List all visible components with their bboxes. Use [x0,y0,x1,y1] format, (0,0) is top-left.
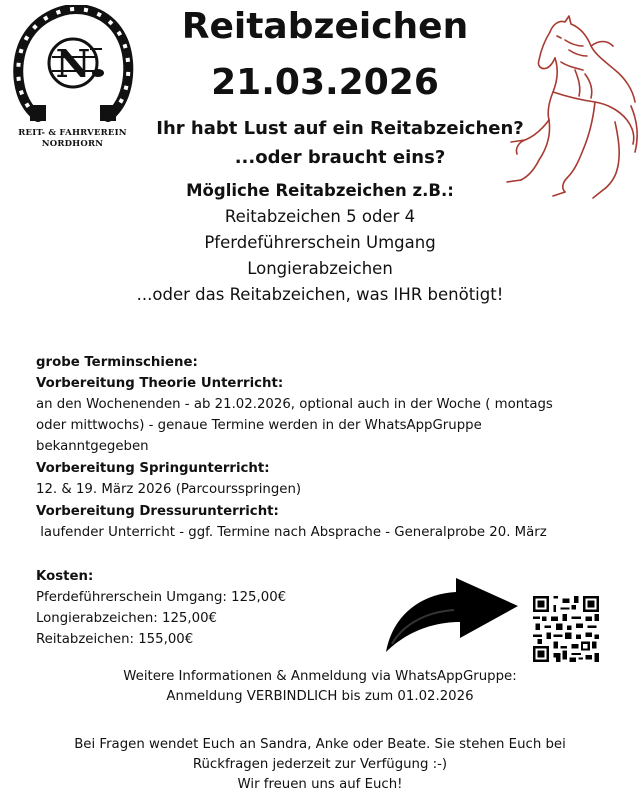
info-line2: Anmeldung VERBINDLICH bis zum 01.02.2026 [166,689,474,704]
jumping-heading: Vorbereitung Springunterricht: [36,461,270,476]
badge-item: Pferdeführerschein Umgang [204,233,436,252]
cost-item: Longierabzeichen: 125,00€ [36,611,218,626]
costs-section [36,568,356,648]
contact-line2: Rückfragen jederzeit zur Verfügung :-) [192,757,448,772]
info-line1: Weitere Informationen & Anmeldung via WhatsAppGruppe: [123,669,517,684]
badge-item: Longierabzeichen [247,259,393,278]
dressage-heading: Vorbereitung Dressurunterricht: [36,504,279,519]
theory-line: an den Wochenenden - ab 21.02.2026, optional auch in der Woche ( montags [36,397,553,412]
theory-heading: Vorbereitung Theorie Unterricht: [36,376,284,391]
club-name-line1: REIT- & FAHRVEREIN [18,128,127,138]
cost-item: Reitabzeichen: 155,00€ [36,632,194,647]
theory-line: bekanntgegeben [36,439,149,454]
event-date: 21.03.2026 [211,62,439,103]
badges-heading: Mögliche Reitabzeichen z.B.: [186,181,454,200]
contact-line1: Bei Fragen wendet Euch an Sandra, Anke oder Beate. Sie stehen Euch bei [74,737,566,752]
curved-arrow-icon [378,572,523,660]
schedule-heading: grobe Terminschiene: [36,355,198,370]
qr-code-icon[interactable] [533,596,599,662]
theory-line: oder mittwochs) - genaue Termine werden in der WhatsAppGruppe [36,418,482,433]
subtitle-line1: Ihr habt Lust auf ein Reitabzeichen? [156,118,524,139]
dressage-text: laufender Unterricht - ggf. Termine nach Absprache - Generalprobe 20. März [36,525,547,540]
costs-heading: Kosten: [36,569,94,584]
club-name-line2: NORDHORN [41,139,104,149]
cost-item: Pferdeführerschein Umgang: 125,00€ [36,590,287,605]
page-title: Reitabzeichen [181,6,469,47]
subtitle-line2: ...oder braucht eins? [234,147,446,168]
contact-line3: Wir freuen uns auf Euch! [237,777,403,792]
badge-item: Reitabzeichen 5 oder 4 [224,207,416,226]
horse-sketch-icon [495,10,640,205]
svg-text:N: N [55,41,91,86]
jumping-text: 12. & 19. März 2026 (Parcoursspringen) [36,482,302,497]
badge-item: ...oder das Reitabzeichen, was IHR benötigt! [136,285,504,304]
